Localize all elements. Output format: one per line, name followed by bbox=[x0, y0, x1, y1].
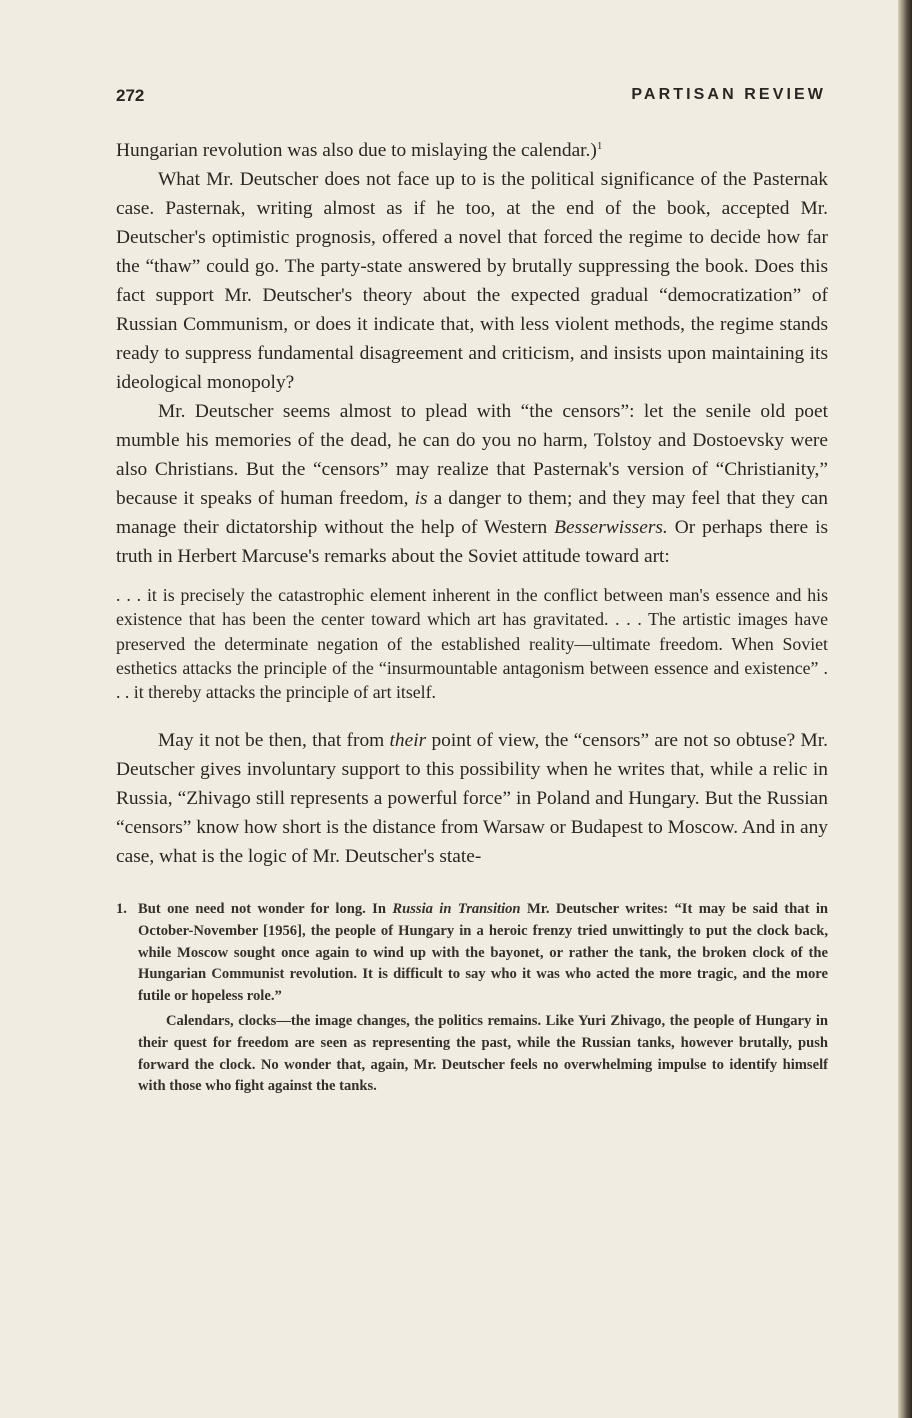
paragraph-censors bbox=[116, 397, 828, 571]
page-number: 272 bbox=[116, 86, 145, 105]
footnote-ref: 1 bbox=[596, 140, 603, 152]
block-quote-marcuse: . . . it is precisely the catastrophic element inherent in the conflict between man's essence and his existence that has been the center toward which art has gravitated. . . . The artistic images have preserved the determinate negation of the established reality—ultimate freedom. When Soviet esthetics attacks the principle of the “insurmountable antagonism between essence and existence” . . . it thereby attacks the principle of art itself. bbox=[116, 585, 828, 703]
emphasis-besserwissers: Besserwissers. bbox=[554, 517, 668, 538]
footnote-text bbox=[138, 899, 828, 1097]
text-run: point of view, the “censors” are not so obtuse? Mr. Deutscher gives involuntary support to this possibility when he writes that, while a relic in Russia, “Zhivago still represents a powerful force” in Poland and Hungary. But the Russian “censors” know how short is the distance from Warsaw or Budapest to Moscow. And in any case, what is the logic of Mr. Deutscher's state- bbox=[116, 730, 828, 868]
footnotes bbox=[116, 899, 828, 1097]
text-run: But one need not wonder for long. In bbox=[138, 901, 386, 918]
running-header bbox=[116, 82, 828, 122]
emphasis-is: is bbox=[414, 488, 428, 509]
footnote-1 bbox=[116, 899, 828, 1097]
footnote-paragraph-continuation: Calendars, clocks—the image changes, the politics remains. Like Yuri Zhivago, the people of Hungary in their quest for freedom are seen as representing the past, while the Russian tanks, however brutally, push forward the clock. No wonder that, again, Mr. Deutscher feels no overwhelming impulse to identify himself with those who fight against the tanks. bbox=[138, 1013, 828, 1095]
text-run: Mr. Deutscher seems almost to plead with “the censors”: let the senile old poet mumble his memories of the dead, he can do you no harm, Tolstoy and Dostoevsky were also Christians. But the “censors” may realize that Pasternak's version of “Christianity,” because it speaks of human freedom, bbox=[116, 401, 828, 509]
book-spine-shadow bbox=[898, 0, 912, 1418]
journal-title: PARTISAN REVIEW bbox=[631, 86, 826, 103]
paragraph-obtuse bbox=[116, 726, 828, 871]
footnote-number: 1. bbox=[116, 901, 127, 918]
emphasis-their: their bbox=[389, 730, 427, 752]
book-title-russia-in-transition: Russia in Transition bbox=[392, 901, 521, 918]
text-run: Or perhaps there is truth in Herbert Marcuse's remarks about the Soviet attitude toward art: bbox=[116, 517, 828, 567]
text-run: Mr. Deutscher writes: “It may be said that in October-November [1956], the people of Hungary in a heroic frenzy tried unwittingly to put the clock back, while Moscow sought once again to wind up with the bayonet, or rather the tank, the broken clock of the Hungarian Communist revolution. It is difficult to say who it was who acted the more tragic, and the more futile or hopeless role.” bbox=[138, 901, 828, 1004]
page-content bbox=[116, 82, 828, 1098]
paragraph-text: Hungarian revolution was also due to mislaying the calendar.) bbox=[116, 140, 597, 161]
text-run: a danger to them; and they may feel that they can manage their dictatorship without the help of Western bbox=[116, 488, 828, 538]
text-run: May it not be then, that from bbox=[158, 730, 385, 752]
paragraph-pasternak-case: What Mr. Deutscher does not face up to is the political significance of the Pasternak case. Pasternak, writing almost as if he too, at the end of the book, accepted Mr. Deutscher's optimistic prognosis, offered a novel that forced the regime to decide how far the “thaw” could go. The party-state answered by brutally suppressing the book. Does this fact support Mr. Deutscher's theory about the expected gradual “democratization” of Russian Communism, or does it indicate that, with less violent methods, the regime stands ready to suppress fundamental disagreement and criticism, and insists upon maintaining its ideological monopoly? bbox=[116, 169, 828, 393]
paragraph-continuation bbox=[116, 136, 828, 165]
footnote-paragraph bbox=[138, 899, 828, 1007]
